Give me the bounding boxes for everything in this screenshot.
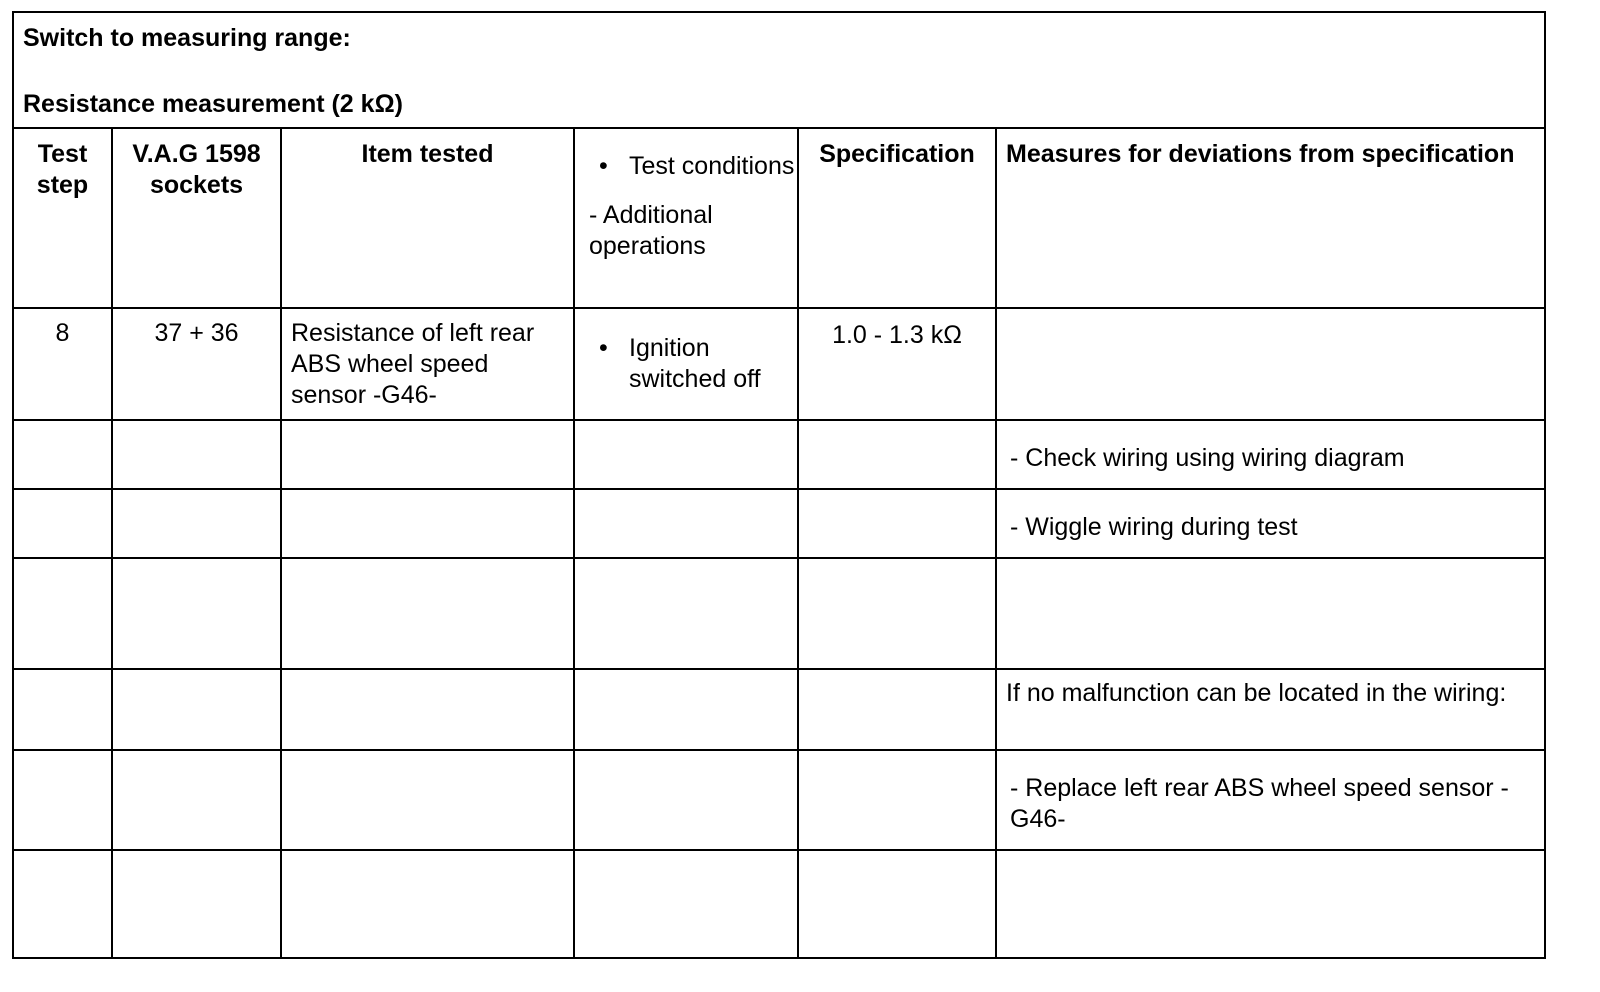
cell-sockets — [112, 850, 281, 958]
cell-condition — [574, 558, 798, 669]
cell-sockets — [112, 558, 281, 669]
test-table-document — [12, 11, 1546, 959]
cell-condition — [574, 308, 798, 420]
cell-measure-text: - Check wiring using wiring diagram — [1010, 444, 1405, 472]
header-instruction: Switch to measuring range: — [23, 24, 351, 52]
cell-measure-text: If no malfunction can be located in the wiring: — [1006, 679, 1507, 707]
header-range: Resistance measurement (2 kΩ) — [23, 90, 403, 118]
cell-test-step — [14, 420, 112, 489]
cell-item-tested — [281, 420, 574, 489]
cell-sockets — [112, 750, 281, 850]
col-header-test-step — [14, 128, 112, 308]
cell-condition-text: Ignition switched off — [629, 334, 761, 393]
col-header-sockets-label: V.A.G 1598 sockets — [132, 140, 261, 199]
cell-measure-text: - Replace left rear ABS wheel speed sensor -G46- — [1010, 774, 1509, 833]
cell-test-step — [14, 669, 112, 750]
cell-sockets: 37 + 36 — [112, 308, 281, 420]
cell-sockets — [112, 420, 281, 489]
cell-item-tested — [281, 669, 574, 750]
col-header-measures-label: Measures for deviations from specification — [1006, 140, 1515, 168]
cell-test-step — [14, 750, 112, 850]
cell-measure — [996, 850, 1544, 958]
table-row — [14, 420, 1544, 489]
col-header-sockets — [112, 128, 281, 308]
col-header-conditions-label: Test conditions — [629, 152, 795, 180]
cell-test-step — [14, 558, 112, 669]
cell-item-tested — [281, 750, 574, 850]
cell-measure — [996, 308, 1544, 420]
cell-measure — [996, 558, 1544, 669]
table-row — [14, 850, 1544, 958]
cell-condition — [574, 489, 798, 558]
cell-measure — [996, 420, 1544, 489]
bullet-icon: • — [599, 334, 608, 362]
col-header-additional-ops-label: - Additional operations — [589, 201, 713, 260]
cell-specification — [798, 669, 996, 750]
cell-specification: 1.0 - 1.3 kΩ — [798, 308, 996, 420]
cell-item-tested-text: Resistance of left rear ABS wheel speed sensor -G46- — [291, 319, 535, 409]
cell-condition — [574, 420, 798, 489]
col-header-item-tested-label: Item tested — [361, 140, 494, 168]
cell-item-tested — [281, 308, 574, 420]
col-header-item-tested — [281, 128, 574, 308]
cell-specification — [798, 489, 996, 558]
cell-measure — [996, 669, 1544, 750]
cell-measure-text: - Wiggle wiring during test — [1010, 513, 1298, 541]
cell-measure — [996, 750, 1544, 850]
cell-condition — [574, 750, 798, 850]
cell-specification — [798, 558, 996, 669]
measuring-range-header — [14, 13, 1544, 129]
col-header-specification-label: Specification — [819, 140, 975, 168]
condition-bullet-item — [575, 333, 797, 395]
table-row — [14, 669, 1544, 750]
cell-sockets — [112, 489, 281, 558]
col-header-test-step-label: Test step — [36, 140, 89, 199]
cell-item-tested — [281, 850, 574, 958]
cell-specification — [798, 420, 996, 489]
cell-condition — [574, 850, 798, 958]
col-header-conditions — [574, 128, 798, 308]
table-header-row — [14, 128, 1544, 308]
cell-item-tested — [281, 489, 574, 558]
cell-sockets — [112, 669, 281, 750]
cell-test-step: 8 — [14, 308, 112, 420]
cell-condition — [574, 669, 798, 750]
conditions-bullet-item — [575, 151, 797, 182]
cell-specification — [798, 750, 996, 850]
table-row — [14, 308, 1544, 420]
table-row — [14, 489, 1544, 558]
cell-measure — [996, 489, 1544, 558]
cell-test-step — [14, 850, 112, 958]
test-steps-table — [14, 127, 1544, 958]
cell-specification — [798, 850, 996, 958]
table-row — [14, 750, 1544, 850]
bullet-icon: • — [599, 152, 608, 180]
col-header-measures — [996, 128, 1544, 308]
cell-test-step — [14, 489, 112, 558]
cell-item-tested — [281, 558, 574, 669]
table-row — [14, 558, 1544, 669]
col-header-specification — [798, 128, 996, 308]
